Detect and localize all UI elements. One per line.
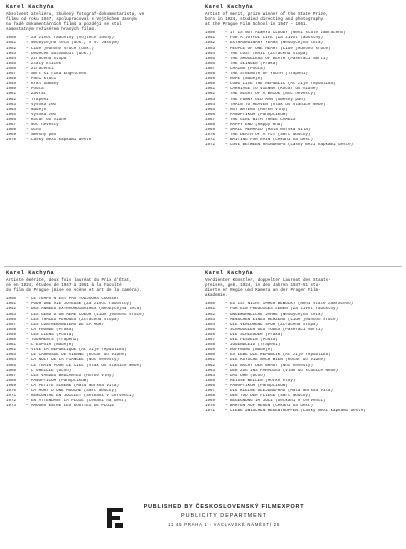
section-intro: Artiste émérite, deux fois lauréat du Prix d'État, né en 1924, études de 1947 à 1951 à la Faculté du film de Prague (mise en scène et art de la caméra). bbox=[6, 279, 142, 294]
film-entry bbox=[205, 409, 399, 414]
section-intro: Absolvent ateliéru, zkušený fotograf-dokumentarista, ve filmu od roku 1947, spolupracoval s Vojtěchem Jasným na řadě dokumentárních filmů a později se stal samostatným režisérem hraných filmů. bbox=[6, 13, 145, 33]
film-title: – IT IS NOT ALWAYS CLOUDY (Neni stále zamračeno) bbox=[225, 31, 346, 36]
film-year: 1969 bbox=[6, 383, 17, 388]
film-year: 1950 bbox=[6, 297, 17, 302]
film-title: – Vysoká zeď bbox=[26, 112, 57, 117]
film-title: – Ztracená stopa bbox=[26, 56, 67, 61]
film-title: – LES GENS D'UN MÊME COEUR (Lidé jednoho srdce) bbox=[26, 312, 145, 317]
film-year: 1969 bbox=[205, 399, 216, 404]
film-title: – PANOPTIKUM (Panoptikum) bbox=[225, 112, 288, 117]
film-title: – Trápení bbox=[26, 97, 49, 102]
film-year: 1951 bbox=[6, 302, 17, 307]
film-title: – LA NUIT DE LA FIANCÉE (Noc nevěsty) bbox=[26, 358, 119, 363]
film-entry bbox=[205, 143, 399, 148]
film-title: – WAITING FOR RAIN (Čekání na déšť) bbox=[225, 138, 313, 143]
film-title: – THE DEATH OF A FLY (Smrt mouchy) bbox=[225, 133, 311, 138]
film-year: 1957 bbox=[6, 322, 17, 327]
film-entry bbox=[6, 138, 200, 143]
film-title: – THE SMUGGLERS OF DEATH (Pašeráci smrti) bbox=[225, 56, 329, 61]
film-title: – LIEBE ZWISCHEN REGENTROPFEN (Lásky mezi kapkami deště) bbox=[225, 409, 366, 414]
film-year: 1953 bbox=[205, 46, 216, 51]
film-title: – ES LEBE DIE REPUBLIK (Ať žije republika) bbox=[225, 353, 331, 358]
film-year: 1956 bbox=[6, 317, 17, 322]
film-title: – LA PETITE SIRÈNE (Malá mořská víla) bbox=[26, 383, 119, 388]
film-year: 1970 bbox=[6, 138, 17, 143]
film-title: – LES CONTREBANDIERS DE LA MORT bbox=[26, 322, 104, 327]
film-year: 1954 bbox=[6, 56, 17, 61]
film-year: 1952 bbox=[205, 41, 216, 46]
film-title: – Naděje bbox=[26, 107, 47, 112]
section-czech bbox=[6, 4, 200, 143]
film-year: 1958 bbox=[205, 72, 216, 77]
film-title: – THE LOST TRAIL (Ztracená stopa) bbox=[225, 51, 308, 56]
film-year: 1969 bbox=[205, 128, 216, 133]
film-year: 1957 bbox=[6, 72, 17, 77]
section-header: Karel Kachyňa bbox=[205, 270, 254, 276]
film-year: 1960 bbox=[205, 353, 216, 358]
filmography-list bbox=[205, 31, 399, 148]
film-year: 1950 bbox=[205, 302, 216, 307]
film-year: 1953 bbox=[6, 312, 17, 317]
film-title: – TRAIN TO HEAVEN (Vlak do stanice Nebe) bbox=[225, 102, 326, 107]
film-year: 1951 bbox=[6, 41, 17, 46]
film-year: 1951 bbox=[205, 36, 216, 41]
film-title: – TOURMENTS (Trápení) bbox=[26, 338, 79, 343]
film-year: 1960 bbox=[205, 82, 216, 87]
film-title: – Ztracenci bbox=[26, 66, 54, 71]
film-year: 1970 bbox=[6, 388, 17, 393]
film-year: 1967 bbox=[6, 122, 17, 127]
filmography-list bbox=[6, 36, 200, 143]
film-title: – LA MORT D'UNE MOUCHE (Smrt mouchy) bbox=[26, 388, 117, 393]
film-title: – UNGEWÖHNLICHE JAHRE (Neobyčejná léta) bbox=[225, 312, 324, 317]
film-title: – DER TOD DER FLIEGE (Smrt mouchy) bbox=[225, 394, 311, 399]
film-year: 1963 bbox=[6, 102, 17, 107]
film-title: – Král Šumavy bbox=[26, 82, 59, 87]
film-title: – SMALL MERMAID (Malá mořská víla) bbox=[225, 128, 311, 133]
film-year: 1950 bbox=[205, 31, 216, 36]
film-title: – LES LIENS (Pouta) bbox=[26, 332, 74, 337]
film-year: 1955 bbox=[6, 61, 17, 66]
film-year: 1959 bbox=[205, 348, 216, 353]
film-title: – LE TEMPS N'EST PAS TOUJOURS COUVERT bbox=[26, 297, 119, 302]
film-title: – LA FRONDE (Praka) bbox=[26, 327, 74, 332]
film-title: – DIE SCHLEUDER (Praka) bbox=[225, 332, 283, 337]
film-title: – HOFFNUNG (Naděje) bbox=[225, 348, 273, 353]
film-title: – HAPPY END (Happy end) bbox=[225, 122, 283, 127]
film-year: 1956 bbox=[205, 332, 216, 337]
film-year: 1968 bbox=[6, 378, 17, 383]
film-year: 1957 bbox=[205, 66, 216, 71]
film-year: 1968 bbox=[205, 394, 216, 399]
filmography-list bbox=[205, 302, 399, 414]
section-header: Karel Kachyňa bbox=[6, 270, 55, 276]
film-year: 1956 bbox=[6, 66, 17, 71]
film-entry bbox=[6, 404, 200, 409]
film-year: 1964 bbox=[205, 102, 216, 107]
film-title: – DES ANNÉES EXTRAORDINAIRES (Neobyčejná léta) bbox=[26, 307, 142, 312]
film-title: – POUR UNE VIE JOYEUSE (Za život radostný) bbox=[26, 302, 132, 307]
film-year: 1972 bbox=[205, 143, 216, 148]
film-year: 1966 bbox=[6, 117, 17, 122]
film-title: – CARRIAGE TO VIENNA (Kočár do Vídně) bbox=[225, 87, 318, 92]
film-title: – HEISSE WELLEN (Horké vlny) bbox=[225, 378, 296, 383]
film-title: – Závrať bbox=[26, 92, 47, 97]
film-title: – THE NIGHT OF A BRIDE (Noc nevěsty) bbox=[225, 92, 316, 97]
film-title: – MENSCHEN EINES HERZENS (Lidé jednoho srdce) bbox=[225, 317, 339, 322]
section-french bbox=[6, 270, 200, 409]
film-year: 1954 bbox=[205, 51, 216, 56]
film-year: 1955 bbox=[205, 56, 216, 61]
film-year: 1958 bbox=[6, 327, 17, 332]
film-year: 1964 bbox=[6, 107, 17, 112]
film-year: 1952 bbox=[6, 307, 17, 312]
film-title: – Kočár do Vídně bbox=[26, 117, 67, 122]
film-year: 1952 bbox=[205, 312, 216, 317]
film-year: 1960 bbox=[6, 338, 17, 343]
film-title: – Lásky mezi kapkami deště bbox=[26, 138, 92, 143]
film-year: 1959 bbox=[205, 77, 216, 82]
film-title: – DIE KUTSCHE NACH WIEN (Kočár do Vídně) bbox=[225, 358, 326, 363]
film-year: 1965 bbox=[6, 363, 17, 368]
film-year: 1950 bbox=[6, 36, 17, 41]
film-year: 1968 bbox=[6, 128, 17, 133]
publisher-line: PUBLISHED BY ČESKOSLOVENSKÝ FILMEXPORT bbox=[143, 504, 305, 510]
film-title: – JUGENDLEID (Trápení) bbox=[225, 343, 281, 348]
film-year: 1970 bbox=[205, 404, 216, 409]
publisher-text bbox=[134, 504, 314, 527]
film-title: – DER ZUG INS PARADIES (Vlak do stanice Nebe) bbox=[225, 368, 339, 373]
film-year: 1966 bbox=[205, 383, 216, 388]
film-title: – AMOURS ENTRE LES GOUTTES DE PLUIE bbox=[26, 404, 114, 409]
film-title: – Lidé jednoho srdce (dok.) bbox=[26, 46, 94, 51]
film-title: – Dědeček automobil (dok.) bbox=[26, 51, 92, 56]
film-year: 1963 bbox=[205, 97, 216, 102]
film-year: 1953 bbox=[6, 51, 17, 56]
film-title: – EN ATTENDANT LA PLUIE (Čekání na déšť) bbox=[26, 399, 127, 404]
film-year: 1961 bbox=[6, 92, 17, 97]
film-title: – LES TRACES PERDUES (Ztracená stopa) bbox=[26, 317, 119, 322]
film-year: 1961 bbox=[205, 358, 216, 363]
film-title: – Vysoká zeď bbox=[26, 102, 57, 107]
film-title: – LOVE BETWEEN RAINDROPS (Lásky mezi kapkami deště) bbox=[225, 143, 354, 148]
film-year: 1971 bbox=[205, 138, 216, 143]
film-year: 1962 bbox=[6, 348, 17, 353]
film-year: 1973 bbox=[6, 404, 17, 409]
film-year: 1965 bbox=[6, 112, 17, 117]
film-title: – PANOPTIKUM (Panoptikum) bbox=[225, 383, 288, 388]
film-year: 1966 bbox=[205, 112, 216, 117]
address-line: 11 45 PRAHA 1 · VÁCLAVSKÉ NÁMĚSTÍ 28 bbox=[168, 522, 280, 527]
film-title: – LE CARROSSE DE VIENNE (Kočár do Vídně) bbox=[26, 353, 127, 358]
film-title: – EXTRAORDINARY YEARS (Neobyčejná léta) bbox=[225, 41, 324, 46]
film-year: 1967 bbox=[205, 117, 216, 122]
film-title: – WARTEN AUF REGEN (Čekání na déšť) bbox=[225, 404, 313, 409]
film-year: 1959 bbox=[6, 82, 17, 87]
film-title: – L'ESPOIR (Naděje) bbox=[26, 343, 74, 348]
film-title: – THE SLINGER (Praka) bbox=[225, 61, 278, 66]
film-year: 1968 bbox=[205, 122, 216, 127]
film-title: – DIE KLEINE SEEJUNGFRAU (Malá mořská víla) bbox=[225, 388, 334, 393]
film-year: 1971 bbox=[6, 394, 17, 399]
film-year: 1959 bbox=[6, 332, 17, 337]
film-title: – RENCONTRE EN JUILLET (Setkání v červenci) bbox=[26, 394, 135, 399]
film-title: – LONG LIVE THE REPUBLIC (Ať žije republika) bbox=[225, 82, 336, 87]
section-english bbox=[205, 4, 399, 148]
film-year: 1960 bbox=[6, 87, 17, 92]
section-german bbox=[205, 270, 399, 414]
film-title: – DIE FESSELN (Pouta) bbox=[225, 338, 278, 343]
film-title: – Za život radostný (Vojtěch Jasný) bbox=[26, 36, 114, 41]
film-title: – BEGEGNUNG IM JULI (Setkání v červenci) bbox=[225, 399, 326, 404]
film-year: 1967 bbox=[6, 373, 17, 378]
film-year: 1958 bbox=[6, 77, 17, 82]
film-title: – Zlatý klíček bbox=[26, 61, 62, 66]
film-title: – Ucho bbox=[26, 128, 42, 133]
department-line: PUBLICITY DEPARTMENT bbox=[181, 513, 267, 519]
film-title: – DIE NACHT DER BRAUT (Noc nevěsty) bbox=[225, 363, 313, 368]
film-year: 1962 bbox=[6, 97, 17, 102]
section-header: Karel Kachyňa bbox=[6, 4, 55, 10]
film-title: – Noc nevěsty bbox=[26, 122, 59, 127]
section-header: Karel Kachyňa bbox=[205, 4, 254, 10]
film-year: 1966 bbox=[6, 368, 17, 373]
film-title: – SCHMUGGLER DES TODES (Pašeráci smrti) bbox=[225, 327, 324, 332]
film-title: – PEOPLE OF ONE HEART (Lidé jednoho srdce) bbox=[225, 46, 331, 51]
film-title: – VIVE LA RÉPUBLIQUE (Ať žije republika) bbox=[26, 348, 127, 353]
film-year: 1962 bbox=[205, 92, 216, 97]
filmexport-logo-icon bbox=[105, 506, 125, 530]
film-year: 1957 bbox=[205, 338, 216, 343]
film-year: 1964 bbox=[6, 358, 17, 363]
section-intro: Artist of merit, prize winner of the State Prize, born in 1924, studied directing and photography at the Prague Film School in 1947 – 1951. bbox=[205, 13, 329, 28]
film-year: 1951 bbox=[205, 307, 216, 312]
film-year: 1963 bbox=[6, 353, 17, 358]
film-year: 1962 bbox=[205, 363, 216, 368]
film-year: 1956 bbox=[205, 61, 216, 66]
film-year: 1953 bbox=[205, 317, 216, 322]
film-year: 1958 bbox=[205, 343, 216, 348]
film-year: 1961 bbox=[6, 343, 17, 348]
section-intro: Verdienter Künstler, doppelter Laureat des Staats- preises, geb. 1924, in den Jahren 1947-51 stu- dierte er Regie und Kamera an der Prager Film- akademie. bbox=[205, 279, 331, 299]
film-year: 1969 bbox=[6, 133, 17, 138]
film-year: 1955 bbox=[205, 327, 216, 332]
film-year: 1970 bbox=[205, 133, 216, 138]
film-title: – Neobyčejná léta (dok., s V. Jasným) bbox=[26, 41, 119, 46]
film-year: 1961 bbox=[205, 87, 216, 92]
film-year: 1967 bbox=[205, 388, 216, 393]
film-title: – DIE VERLORENE SPUR (Ztracená stopa) bbox=[225, 322, 318, 327]
film-year: 1954 bbox=[205, 322, 216, 327]
film-title: – Páni kluci bbox=[26, 77, 57, 82]
film-title: – DAS OHR (Ucho) bbox=[225, 373, 266, 378]
section-divider bbox=[4, 266, 402, 267]
film-title: – THE GIRL WITH THREE CAMELS bbox=[225, 117, 296, 122]
film-year: 1971 bbox=[205, 409, 216, 414]
filmography-list bbox=[6, 297, 200, 409]
film-year: 1963 bbox=[205, 368, 216, 373]
film-title: – THE FUNNY OLD MAN (Směšný pán) bbox=[225, 97, 306, 102]
film-title: – CHAINS (Pouta) bbox=[225, 66, 266, 71]
film-title: – Směšný pán bbox=[26, 133, 57, 138]
film-title: – THE STRENGTH OF YOUTH (Trápení) bbox=[225, 72, 308, 77]
film-title: – L'OREILLE (Ucho) bbox=[26, 368, 72, 373]
film-title: – LES VAGUES BRÛLANTES (Horké vlny) bbox=[26, 373, 114, 378]
film-year: 1965 bbox=[205, 378, 216, 383]
film-title: – LE TRAIN POUR LE CIEL (Vlak do stanice Nebe) bbox=[26, 363, 142, 368]
film-year: 1952 bbox=[6, 46, 17, 51]
film-title: – PANOPTICUM (Panoptikum) bbox=[26, 378, 89, 383]
film-title: – ES IST NICHT IMMER BEWÖLKT (Neni stále zamračeno) bbox=[225, 302, 354, 307]
film-title: – FÜR EIN FREUDIGES LEBEN (Za život radostný) bbox=[225, 307, 339, 312]
film-title: – HOPE (Naděje) bbox=[225, 77, 263, 82]
film-year: 1964 bbox=[205, 373, 216, 378]
film-title: – Pouta bbox=[26, 87, 44, 92]
film-title: – FOR A JOYFUL LIFE (Za život radostný) bbox=[225, 36, 324, 41]
film-year: 1965 bbox=[205, 107, 216, 112]
film-title: – HOT WATERS (Horké vlny) bbox=[225, 107, 288, 112]
film-title: – Smrt si říká Engelchen bbox=[26, 72, 87, 77]
film-year: 1972 bbox=[6, 399, 17, 404]
publisher-footer bbox=[0, 498, 406, 544]
